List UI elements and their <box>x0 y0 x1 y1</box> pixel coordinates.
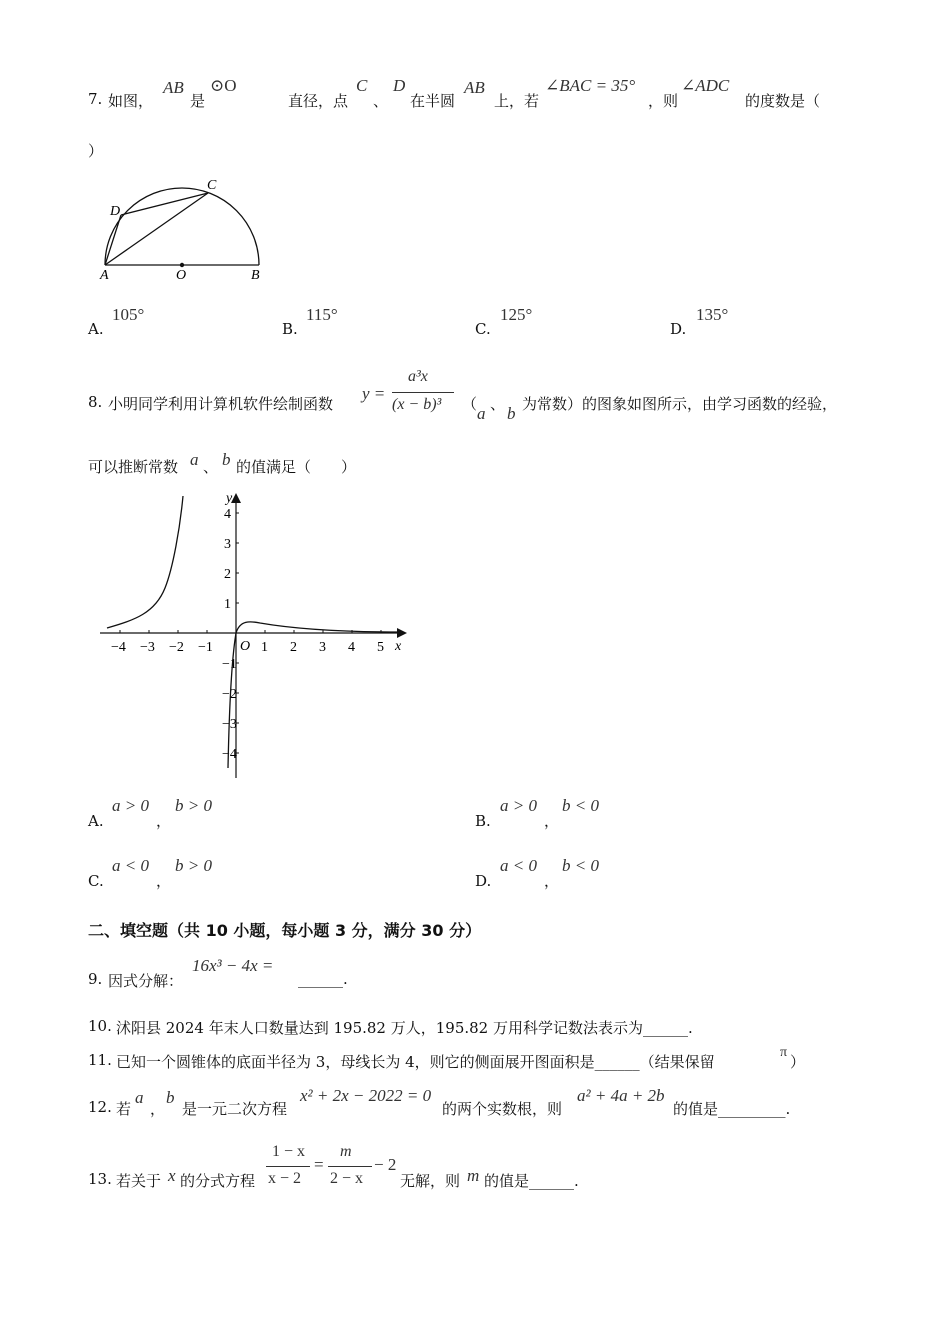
q8-option-a-comma: ， <box>156 812 172 830</box>
q7-option-c-letter: C. <box>475 320 491 338</box>
q7-text-then: ，则 <box>648 92 679 110</box>
q9-number: 9. <box>88 970 103 988</box>
q7-option-b-letter: B. <box>282 320 298 338</box>
x-tick-label: −4 <box>111 640 126 655</box>
q8-sep: 、 <box>490 395 506 413</box>
q7-option-a-letter: A. <box>88 320 104 338</box>
q7-semicircle-figure <box>95 175 270 285</box>
y-tick-label: 4 <box>224 507 231 522</box>
axis-tick-labels <box>111 507 384 762</box>
label-b: B <box>251 268 260 283</box>
q8-option-a-cond2: b > 0 <box>175 796 212 815</box>
q8-option-c-comma: ， <box>156 872 172 890</box>
x-tick-label: −1 <box>198 640 213 655</box>
q13-num2: m <box>340 1143 352 1160</box>
q11-pi: π <box>780 1045 788 1060</box>
q9-text: 因式分解： <box>108 972 184 990</box>
q7-text-if: 上，若 <box>494 92 540 110</box>
x-axis-label: x <box>395 639 402 654</box>
q7-text-degree: 的度数是（ <box>745 92 821 110</box>
q12-sep: ， <box>150 1100 166 1118</box>
q8-b2: b <box>222 450 231 469</box>
q13-text-nosol: 无解，则 <box>400 1172 461 1190</box>
q7-circle-o: ⊙O <box>210 76 237 95</box>
q8-option-d-letter: D. <box>475 872 492 890</box>
q8-option-a-cond1: a > 0 <box>112 796 149 815</box>
label-d: D <box>110 204 121 219</box>
q8-number: 8. <box>88 393 103 411</box>
q12-expr: a² + 4a + 2b <box>577 1086 665 1105</box>
q12-b: b <box>166 1088 175 1107</box>
q8-formula-num: a³x <box>408 368 428 385</box>
q11-number: 11. <box>88 1051 112 1069</box>
q8-a2: a <box>190 450 199 469</box>
chord-ac <box>105 193 208 265</box>
y-axis-label: y <box>226 491 233 506</box>
q7-option-d-letter: D. <box>670 320 687 338</box>
q7-text-diameter: 直径，点 <box>288 92 349 110</box>
y-tick-label: −4 <box>222 747 237 762</box>
q10-number: 10. <box>88 1017 112 1035</box>
y-tick-label: 3 <box>224 537 231 552</box>
curve-left-branch <box>107 496 183 628</box>
q7-angle-adc: ∠ADC <box>681 76 730 95</box>
section2-title: 二、填空题（共 10 小题，每小题 3 分，满分 30 分） <box>88 921 482 940</box>
q7-option-b-value: 115° <box>306 305 338 324</box>
q13-eq: = <box>314 1155 324 1174</box>
q12-text-if: 若 <box>116 1100 132 1118</box>
q8-a: a <box>477 404 486 423</box>
q8-option-b-comma: ， <box>544 812 560 830</box>
q12-text-root: 是一元二次方程 <box>182 1100 288 1118</box>
q7-text-intro: 如图， <box>108 92 154 110</box>
q7-c: C <box>356 76 368 95</box>
q12-a: a <box>135 1088 144 1107</box>
q8-option-d-cond1: a < 0 <box>500 856 537 875</box>
q8-b: b <box>507 404 516 423</box>
q12-text-value: 的值是_________. <box>673 1100 791 1118</box>
center-dot <box>180 263 184 267</box>
y-axis-arrow <box>231 493 241 503</box>
q8-option-b-cond1: a > 0 <box>500 796 537 815</box>
q13-frac2-bar <box>328 1166 372 1167</box>
q8-function-graph <box>95 488 415 783</box>
q8-line2-end: 的值满足（ ） <box>236 458 357 476</box>
label-o: O <box>176 268 187 283</box>
origin-label: O <box>240 639 251 654</box>
q9-expr: 16x³ − 4x = <box>192 956 274 975</box>
q7-angle-bac: ∠BAC = 35° <box>545 76 636 95</box>
q7-option-d-value: 135° <box>696 305 729 324</box>
y-tick-label: −1 <box>222 657 237 672</box>
curve-right-branch <box>228 622 400 768</box>
y-tick-label: −3 <box>222 717 237 732</box>
q7-ab: AB <box>163 78 184 97</box>
x-tick-label: 4 <box>348 640 355 655</box>
q8-fraction-bar <box>392 392 454 393</box>
q7-text-on: 在半圆 <box>410 92 456 110</box>
q10-text: 沭阳县 2024 年末人口数量达到 195.82 万人，195.82 万用科学记数法表示为______. <box>116 1019 693 1037</box>
q8-option-d-comma: ， <box>544 872 560 890</box>
q11-text: 已知一个圆锥体的底面半径为 3，母线长为 4，则它的侧面展开图面积是______（结果保留 <box>116 1053 715 1071</box>
q8-sep2: 、 <box>203 458 219 476</box>
q7-option-a-value: 105° <box>112 305 145 324</box>
q7-close-paren: ） <box>88 142 104 160</box>
q8-option-b-cond2: b < 0 <box>562 796 599 815</box>
y-tick-label: −2 <box>222 687 237 702</box>
q13-den1: x − 2 <box>268 1170 302 1187</box>
q9-blank: ______. <box>298 970 348 988</box>
q12-text-two: 的两个实数根，则 <box>442 1100 563 1118</box>
q8-formula-den: (x − b)³ <box>392 396 442 413</box>
x-tick-label: 5 <box>377 640 384 655</box>
q13-num1: 1 − x <box>272 1143 306 1160</box>
q8-option-a-letter: A. <box>88 812 104 830</box>
q13-text-if: 若关于 <box>116 1172 162 1190</box>
q8-option-c-cond2: b > 0 <box>175 856 212 875</box>
q8-line2-intro: 可以推断常数 <box>88 458 179 476</box>
q13-frac1-bar <box>266 1166 310 1167</box>
q13-m: m <box>467 1166 480 1185</box>
q8-option-b-letter: B. <box>475 812 491 830</box>
q8-text-const: 为常数）的图象如图所示，由学习函数的经验， <box>522 395 838 413</box>
x-tick-label: 2 <box>290 640 297 655</box>
q8-option-c-cond1: a < 0 <box>112 856 149 875</box>
q8-formula-y: y = <box>362 384 386 403</box>
chord-ad <box>105 215 121 265</box>
q7-ab2: AB <box>464 78 485 97</box>
q8-option-d-cond2: b < 0 <box>562 856 599 875</box>
q8-paren-open: （ <box>462 395 478 413</box>
x-tick-label: −2 <box>169 640 184 655</box>
x-tick-label: 3 <box>319 640 326 655</box>
q12-equation: x² + 2x − 2022 = 0 <box>300 1086 432 1105</box>
q13-x: x <box>168 1166 176 1185</box>
y-tick-label: 2 <box>224 567 231 582</box>
q13-text-value: 的值是______. <box>484 1172 579 1190</box>
q8-text-intro: 小明同学利用计算机软件绘制函数 <box>108 395 334 413</box>
y-tick-label: 1 <box>224 597 231 612</box>
q12-number: 12. <box>88 1098 112 1116</box>
q7-text-is: 是 <box>190 92 206 110</box>
q11-close: ） <box>790 1053 806 1071</box>
q13-den2: 2 − x <box>330 1170 364 1187</box>
q7-d: D <box>393 76 406 95</box>
q7-option-c-value: 125° <box>500 305 533 324</box>
q13-number: 13. <box>88 1170 112 1188</box>
q7-number: 7. <box>88 90 103 108</box>
x-tick-label: 1 <box>261 640 268 655</box>
q8-option-c-letter: C. <box>88 872 104 890</box>
x-tick-label: −3 <box>140 640 155 655</box>
q7-sep: 、 <box>373 92 389 110</box>
q13-minus2: − 2 <box>374 1155 397 1174</box>
q13-text-frac: 的分式方程 <box>180 1172 256 1190</box>
label-c: C <box>207 178 217 193</box>
x-axis-arrow <box>397 628 407 638</box>
label-a: A <box>100 268 109 283</box>
